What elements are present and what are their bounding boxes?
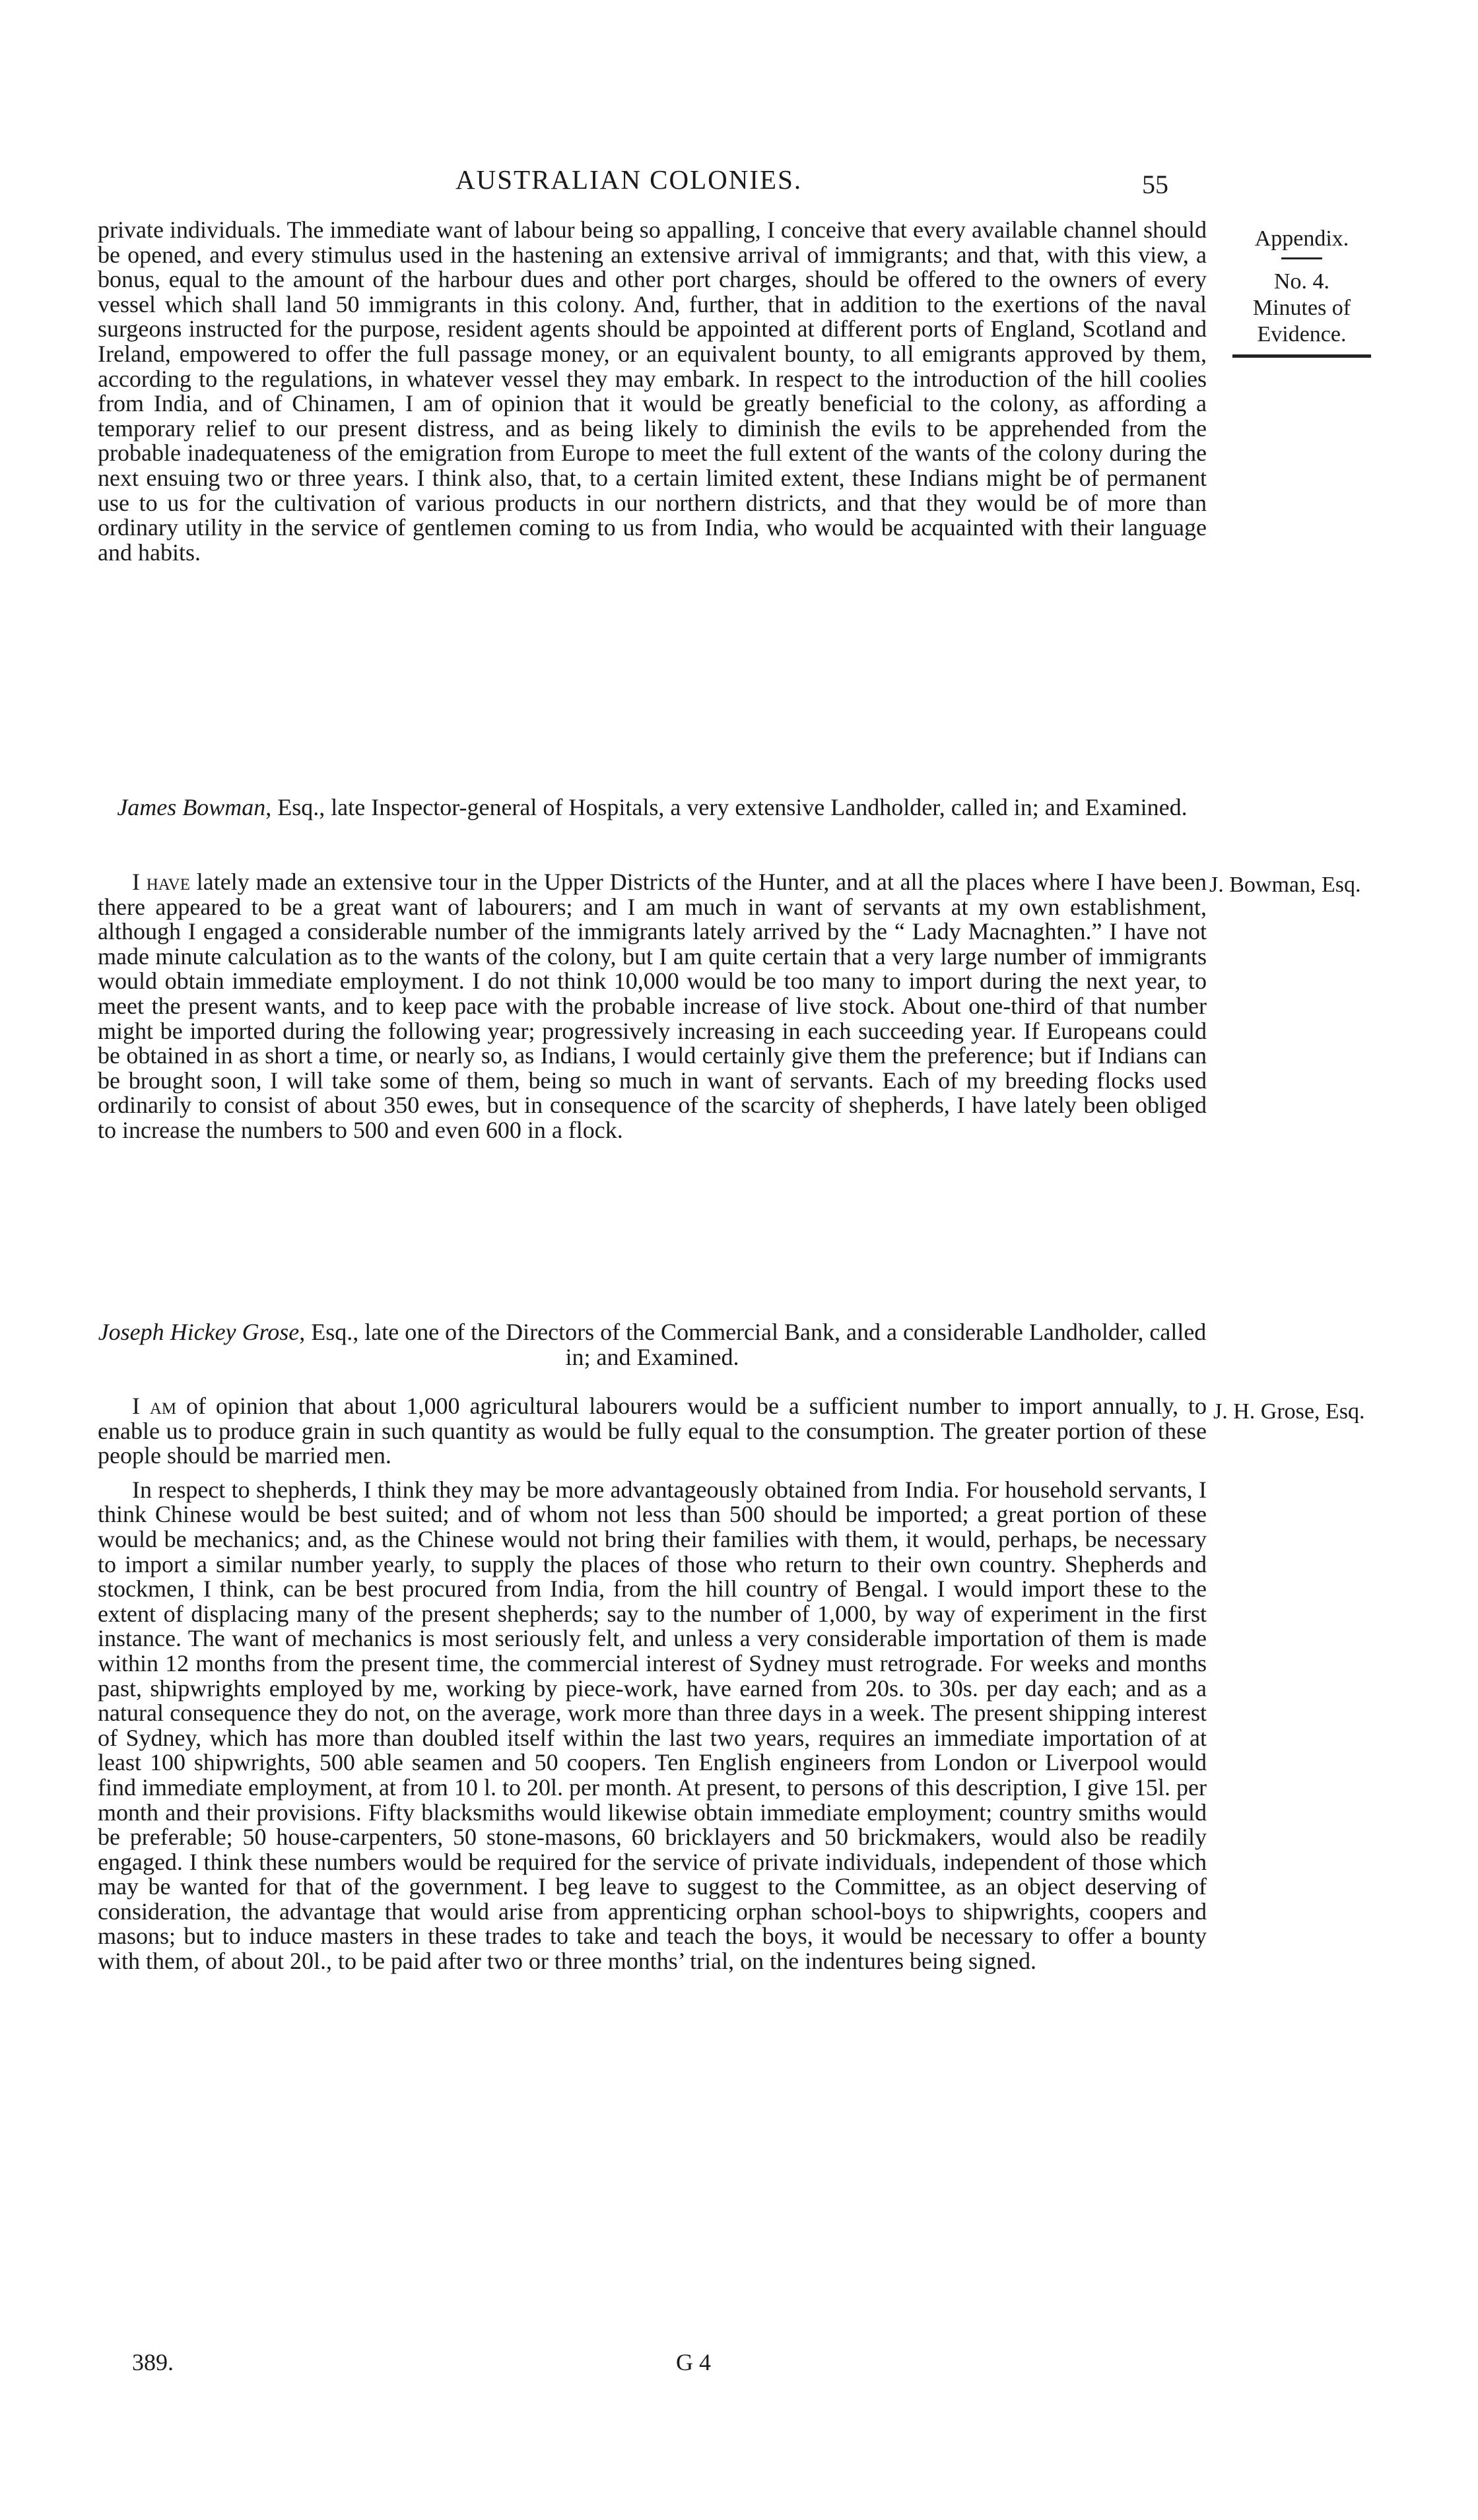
- grose-testimony: [98, 1394, 1207, 1974]
- paragraph-text: lately made an extensive tour in the Upper Districts of the Hunter, and at all the places where I have been there appeared to be a great want of labourers; and I am much in want of servants at my own establishment, although I engaged a considerable number of the immigrants lately arrived by the “ Lady Macnaghten.” I have not made minute calculation as to the wants of the colony, but I am quite certain that a very large number of immigrants would obtain immediate employment. I do not think 10,000 would be too many to import during the next year, to meet the present wants, and to keep pace with the probable increase of live stock. About one-third of that number might be imported during the following year; progressively increasing in each succeeding year. If Europeans could be obtained in as short a time, or nearly so, as Indians, I would certainly give them the preference; but if Indians can be brought soon, I will take some of them, being so much in want of servants. Each of my breeding flocks used ordinarily to consist of about 350 ewes, but in consequence of the scarcity of shepherds, I have lately been obliged to increase the numbers to 500 and even 600 in a flock.: [98, 869, 1207, 1143]
- page-footer: [0, 2348, 1478, 2381]
- testimony-paragraph-1: [98, 1394, 1207, 1469]
- witness-heading-bowman: [98, 795, 1207, 820]
- bowman-testimony: [98, 870, 1207, 1143]
- margin-note-bowman: J. Bowman, Esq.: [1209, 873, 1361, 897]
- appendix-margin-note: [1229, 226, 1374, 358]
- footer-signature-mark: G 4: [676, 2349, 711, 2375]
- continuation-paragraph: private individuals. The immediate want of labour being so appalling, I conceive that every available channel should be opened, and every stimulus used in the hastening an extensive arrival of immigrants; and that, with this view, a bonus, equal to the amount of the harbour dues and other port charges, should be offered to the owners of every vessel which shall land 50 immigrants in this colony. And, further, that in addition to the exertions of the naval surgeons instructed for the purpose, resident agents should be appointed at different ports of England, Scotland and Ireland, empowered to offer the full passage money, or an equivalent bounty, to all emigrants approved by them, according to the regulations, in whatever vessel they may embark. In respect to the introduction of the hill coolies from India, and of Chinamen, I am of opinion that it would be greatly beneficial to the colony, as affording a temporary relief to our present distress, and as being likely to diminish the evils to be apprehended from the probable inadequateness of the emigration from Europe to meet the full extent of the wants of the colony during the next ensuing two or three years. I think also, that, to a certain limited extent, these Indians might be of permanent use to us for the cultivation of various products in our northern districts, and that they would be of more than ordinary utility in the service of gentlemen coming to us from India, who would be acquainted with their language and habits.: [98, 216, 1207, 566]
- appendix-number: No. 4.: [1273, 269, 1330, 294]
- long-rule: [1232, 354, 1371, 358]
- footer-document-number: 389.: [132, 2349, 174, 2375]
- witness-name: Joseph Hickey Grose: [98, 1319, 300, 1345]
- paragraph-text: of opinion that about 1,000 agricultural labourers would be a sufficient number to import annually, to enable us to produce grain in such quantity as would be fully equal to the consumption. The greater portion of these people should be married men.: [98, 1393, 1207, 1469]
- lead-word: I am: [132, 1393, 177, 1419]
- witness-name: James Bowman: [117, 794, 266, 820]
- witness-description: , Esq., late one of the Directors of the Commercial Bank, and a considerable Landholder, called in; and Examined.: [299, 1319, 1207, 1370]
- margin-note-grose: J. H. Grose, Esq.: [1213, 1399, 1365, 1424]
- minutes-label-line1: Minutes of: [1252, 296, 1351, 320]
- lead-word: I have: [132, 869, 190, 895]
- running-title: AUSTRALIAN COLONIES.: [455, 164, 803, 195]
- testimony-paragraph: [98, 870, 1207, 1143]
- witness-heading-grose: [98, 1320, 1207, 1370]
- witness-description: , Esq., late Inspector-general of Hospitals, a very extensive Landholder, called in; and Examined.: [265, 794, 1188, 820]
- continuation-paragraph-block: [98, 218, 1207, 565]
- page-header: [0, 164, 1478, 210]
- testimony-paragraph-2: In respect to shepherds, I think they may be more advantageously obtained from India. For household servants, I think Chinese would be best suited; and of whom not less than 500 should be imported; a great portion of these would be mechanics; and, as the Chinese would not bring their families with them, it would, perhaps, be necessary to import a similar number yearly, to supply the places of those who return to their own country. Shepherds and stockmen, I think, can be best procured from India, from the hill country of Bengal. I would import these to the extent of displacing many of the present shepherds; say to the number of 1,000, by way of experiment in the first instance. The want of mechanics is most seriously felt, and unless a very considerable importation of them is made within 12 months from the present time, the commercial interest of Sydney must retrograde. For weeks and months past, shipwrights employed by me, working by piece-work, have earned from 20s. to 30s. per day each; and as a natural consequence they do not, on the average, work more than three days in a week. The present shipping interest of Sydney, which has more than doubled itself within the last two years, requires an immediate importation of at least 100 shipwrights, 500 able seamen and 50 coopers. Ten English engineers from London or Liverpool would find immediate employment, at from 10 l. to 20l. per month. At present, to persons of this description, I give 15l. per month and their provisions. Fifty blacksmiths would likewise obtain immediate employment; country smiths would be preferable; 50 house-carpenters, 50 stone-masons, 60 bricklayers and 50 brickmakers, would also be readily engaged. I think these numbers would be required for the service of private individuals, independent of those which may be wanted for that of the government. I beg leave to suggest to the Committee, as an object deserving of consideration, the advantage that would arise from apprenticing orphan school-boys to shipwrights, coopers and masons; but to induce masters in these trades to take and teach the boys, it would be necessary to offer a bounty with them, of about 20l., to be paid after two or three months’ trial, on the indentures being signed.: [98, 1476, 1207, 1975]
- page-number: 55: [1142, 170, 1168, 199]
- minutes-label-line2: Evidence.: [1257, 322, 1347, 347]
- short-rule: [1281, 257, 1322, 259]
- appendix-label: Appendix.: [1254, 226, 1349, 251]
